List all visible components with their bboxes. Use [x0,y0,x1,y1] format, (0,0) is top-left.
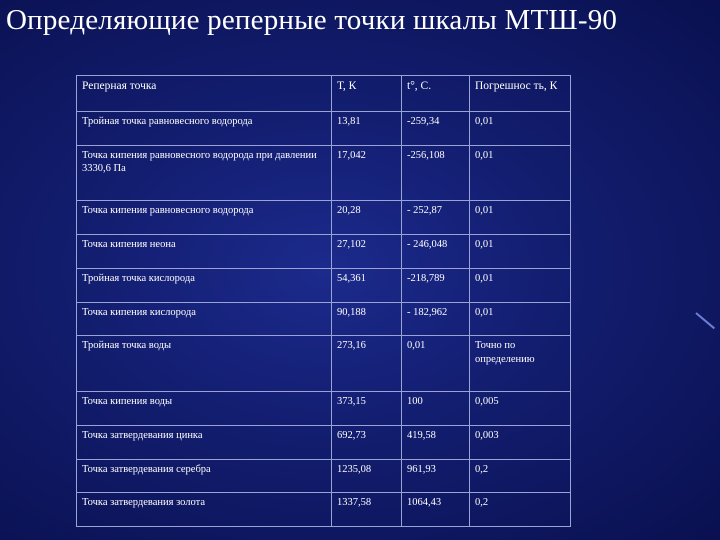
header-uncertainty: Погрешнос ть, К [470,76,571,112]
temperature-c-cell: -259,34 [402,111,470,145]
header-temperature-k: Т, К [332,76,402,112]
uncertainty-cell: 0,2 [470,493,571,527]
header-temperature-c: t°, С. [402,76,470,112]
reference-point-cell: Точка кипения равновесного водорода при давлении 3330,6 Па [77,145,332,201]
table-row [77,392,571,426]
uncertainty-cell: 0,003 [470,425,571,459]
reference-point-cell: Точка затвердевания золота [77,493,332,527]
table-header-row [77,76,571,112]
reference-point-cell: Точка кипения равновесного водорода [77,201,332,235]
temperature-k-cell: 13,81 [332,111,402,145]
uncertainty-cell: 0,01 [470,201,571,235]
reference-point-cell: Точка кипения кислорода [77,302,332,336]
temperature-c-cell: -218,789 [402,268,470,302]
temperature-k-cell: 373,15 [332,392,402,426]
temperature-c-cell: - 252,87 [402,201,470,235]
uncertainty-cell: Точно по определению [470,336,571,392]
temperature-k-cell: 1337,58 [332,493,402,527]
temperature-c-cell: 419,58 [402,425,470,459]
slide-title: Определяющие реперные точки шкалы МТШ-90 [6,4,618,36]
table-row [77,201,571,235]
temperature-k-cell: 17,042 [332,145,402,201]
temperature-c-cell: 1064,43 [402,493,470,527]
table-row [77,336,571,392]
header-reference-point: Реперная точка [77,76,332,112]
table-row [77,145,571,201]
reference-point-cell: Точка кипения воды [77,392,332,426]
uncertainty-cell: 0,01 [470,145,571,201]
table-row [77,459,571,493]
uncertainty-cell: 0,2 [470,459,571,493]
temperature-k-cell: 273,16 [332,336,402,392]
uncertainty-cell: 0,01 [470,235,571,269]
reference-point-cell: Тройная точка кислорода [77,268,332,302]
temperature-c-cell: - 182,962 [402,302,470,336]
uncertainty-cell: 0,005 [470,392,571,426]
temperature-k-cell: 54,361 [332,268,402,302]
table-row [77,235,571,269]
table-row [77,268,571,302]
decorative-line [695,312,715,329]
temperature-c-cell: 961,93 [402,459,470,493]
reference-point-cell: Тройная точка воды [77,336,332,392]
temperature-c-cell: 100 [402,392,470,426]
temperature-k-cell: 20,28 [332,201,402,235]
uncertainty-cell: 0,01 [470,302,571,336]
temperature-k-cell: 90,188 [332,302,402,336]
temperature-k-cell: 27,102 [332,235,402,269]
table-row [77,111,571,145]
reference-point-cell: Точка затвердевания серебра [77,459,332,493]
reference-points-table [76,75,571,527]
table-row [77,425,571,459]
reference-point-cell: Точка затвердевания цинка [77,425,332,459]
temperature-c-cell: -256,108 [402,145,470,201]
uncertainty-cell: 0,01 [470,268,571,302]
temperature-k-cell: 692,73 [332,425,402,459]
temperature-c-cell: 0,01 [402,336,470,392]
uncertainty-cell: 0,01 [470,111,571,145]
temperature-c-cell: - 246,048 [402,235,470,269]
temperature-k-cell: 1235,08 [332,459,402,493]
table-row [77,493,571,527]
reference-point-cell: Точка кипения неона [77,235,332,269]
reference-point-cell: Тройная точка равновесного водорода [77,111,332,145]
table-row [77,302,571,336]
